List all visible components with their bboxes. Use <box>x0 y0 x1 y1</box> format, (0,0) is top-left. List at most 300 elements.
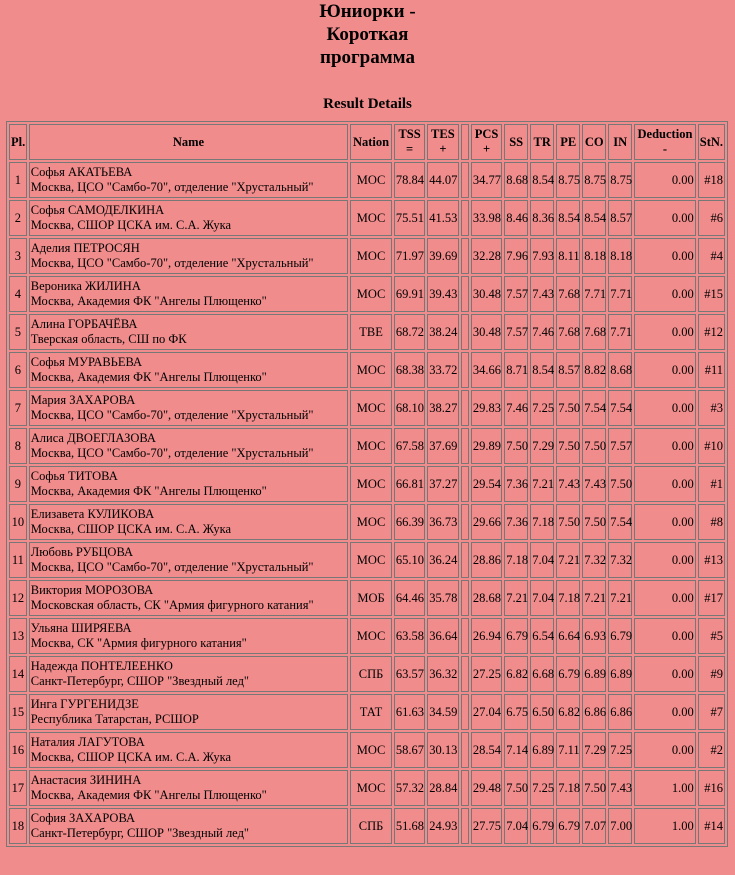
skater-name: Софья САМОДЕЛКИНА <box>30 203 165 217</box>
cell-tr: 7.25 <box>530 390 554 426</box>
cell-in: 8.75 <box>608 162 632 198</box>
skater-name: Софья АКАТЬЕВА <box>30 165 133 179</box>
skater-name: Софья МУРАВЬЕВА <box>30 355 143 369</box>
cell-name <box>29 618 348 654</box>
col-header-tes <box>427 124 458 160</box>
cell-start-number: #17 <box>698 580 725 616</box>
table-row <box>9 694 725 730</box>
table-row <box>9 504 725 540</box>
cell-tes: 36.24 <box>427 542 458 578</box>
col-header-tr: TR <box>530 124 554 160</box>
cell-tss: 78.84 <box>394 162 425 198</box>
cell-pcs: 34.77 <box>471 162 502 198</box>
cell-name <box>29 694 348 730</box>
cell-co: 6.93 <box>582 618 606 654</box>
col-header-tss <box>394 124 425 160</box>
cell-spacer <box>461 694 469 730</box>
cell-spacer <box>461 504 469 540</box>
cell-pcs: 33.98 <box>471 200 502 236</box>
cell-tr: 7.04 <box>530 542 554 578</box>
cell-deduction: 0.00 <box>634 352 696 388</box>
cell-pe: 7.18 <box>556 580 580 616</box>
cell-start-number: #18 <box>698 162 725 198</box>
cell-nation: МОС <box>350 428 392 464</box>
cell-deduction: 0.00 <box>634 314 696 350</box>
cell-pcs: 29.83 <box>471 390 502 426</box>
cell-pe: 8.75 <box>556 162 580 198</box>
cell-nation: МОС <box>350 238 392 274</box>
cell-place: 16 <box>9 732 27 768</box>
skater-club: Республика Татарстан, РСШОР <box>30 712 199 726</box>
cell-pe: 8.54 <box>556 200 580 236</box>
col-header-in: IN <box>608 124 632 160</box>
cell-tr: 7.21 <box>530 466 554 502</box>
cell-name <box>29 732 348 768</box>
cell-ss: 7.50 <box>504 428 528 464</box>
cell-start-number: #4 <box>698 238 725 274</box>
skater-name: София ЗАХАРОВА <box>30 811 136 825</box>
cell-pe: 7.43 <box>556 466 580 502</box>
cell-pcs: 29.89 <box>471 428 502 464</box>
cell-co: 7.54 <box>582 390 606 426</box>
col-header-deduction <box>634 124 696 160</box>
cell-spacer <box>461 276 469 312</box>
cell-deduction: 0.00 <box>634 580 696 616</box>
cell-spacer <box>461 580 469 616</box>
cell-in: 7.57 <box>608 428 632 464</box>
cell-tr: 6.68 <box>530 656 554 692</box>
cell-name <box>29 770 348 806</box>
cell-nation: МОС <box>350 466 392 502</box>
cell-tes: 36.64 <box>427 618 458 654</box>
cell-pe: 7.68 <box>556 276 580 312</box>
cell-start-number: #8 <box>698 504 725 540</box>
cell-nation: МОС <box>350 770 392 806</box>
cell-pe: 6.79 <box>556 808 580 844</box>
table-row <box>9 542 725 578</box>
skater-name: Наталия ЛАГУТОВА <box>30 735 145 749</box>
cell-start-number: #12 <box>698 314 725 350</box>
cell-pe: 8.57 <box>556 352 580 388</box>
col-header-pe: PE <box>556 124 580 160</box>
cell-pcs: 28.54 <box>471 732 502 768</box>
col-header-spacer <box>461 124 469 160</box>
cell-name <box>29 390 348 426</box>
cell-ss: 7.18 <box>504 542 528 578</box>
cell-place: 12 <box>9 580 27 616</box>
skater-club: Москва, СК "Армия фигурного катания" <box>30 636 247 650</box>
table-row <box>9 808 725 844</box>
cell-co: 7.50 <box>582 428 606 464</box>
cell-ss: 6.82 <box>504 656 528 692</box>
cell-tr: 6.50 <box>530 694 554 730</box>
cell-place: 1 <box>9 162 27 198</box>
cell-name <box>29 200 348 236</box>
cell-in: 7.71 <box>608 276 632 312</box>
pcs-label: PCS <box>474 127 499 141</box>
cell-tes: 41.53 <box>427 200 458 236</box>
table-row <box>9 276 725 312</box>
deduction-label: Deduction <box>637 127 693 141</box>
cell-spacer <box>461 770 469 806</box>
cell-deduction: 1.00 <box>634 770 696 806</box>
cell-co: 8.75 <box>582 162 606 198</box>
cell-spacer <box>461 542 469 578</box>
cell-co: 7.68 <box>582 314 606 350</box>
cell-co: 8.18 <box>582 238 606 274</box>
cell-pcs: 32.28 <box>471 238 502 274</box>
cell-tss: 68.38 <box>394 352 425 388</box>
cell-pe: 8.11 <box>556 238 580 274</box>
tes-symbol: + <box>439 142 447 156</box>
cell-tes: 38.24 <box>427 314 458 350</box>
cell-tr: 7.25 <box>530 770 554 806</box>
skater-club: Москва, СШОР ЦСКА им. С.А. Жука <box>30 218 232 232</box>
cell-nation: СПБ <box>350 808 392 844</box>
cell-deduction: 0.00 <box>634 200 696 236</box>
table-row <box>9 732 725 768</box>
cell-tss: 75.51 <box>394 200 425 236</box>
cell-co: 7.07 <box>582 808 606 844</box>
cell-pcs: 30.48 <box>471 276 502 312</box>
cell-name <box>29 542 348 578</box>
cell-pe: 7.18 <box>556 770 580 806</box>
skater-name: Вероника ЖИЛИНА <box>30 279 141 293</box>
table-row <box>9 618 725 654</box>
table-row <box>9 390 725 426</box>
skater-name: Надежда ПОНТЕЛЕЕНКО <box>30 659 173 673</box>
table-row <box>9 580 725 616</box>
skater-club: Москва, СШОР ЦСКА им. С.А. Жука <box>30 750 232 764</box>
cell-tss: 57.32 <box>394 770 425 806</box>
cell-tr: 6.89 <box>530 732 554 768</box>
cell-start-number: #5 <box>698 618 725 654</box>
cell-tes: 35.78 <box>427 580 458 616</box>
cell-pe: 6.64 <box>556 618 580 654</box>
cell-start-number: #2 <box>698 732 725 768</box>
cell-in: 7.50 <box>608 466 632 502</box>
col-header-ss: SS <box>504 124 528 160</box>
cell-name <box>29 580 348 616</box>
skater-name: Елизавета КУЛИКОВА <box>30 507 155 521</box>
cell-name <box>29 466 348 502</box>
cell-ss: 8.71 <box>504 352 528 388</box>
cell-tr: 7.43 <box>530 276 554 312</box>
cell-tss: 64.46 <box>394 580 425 616</box>
cell-tss: 66.39 <box>394 504 425 540</box>
cell-in: 7.54 <box>608 390 632 426</box>
cell-tr: 7.93 <box>530 238 554 274</box>
cell-nation: МОБ <box>350 580 392 616</box>
skater-name: Любовь РУБЦОВА <box>30 545 134 559</box>
cell-tes: 37.69 <box>427 428 458 464</box>
skater-club: Московская область, СК "Армия фигурного катания" <box>30 598 314 612</box>
cell-place: 5 <box>9 314 27 350</box>
cell-tss: 69.91 <box>394 276 425 312</box>
tes-label: TES <box>431 127 455 141</box>
cell-start-number: #3 <box>698 390 725 426</box>
cell-deduction: 0.00 <box>634 276 696 312</box>
cell-start-number: #6 <box>698 200 725 236</box>
cell-start-number: #15 <box>698 276 725 312</box>
cell-spacer <box>461 238 469 274</box>
cell-tes: 44.07 <box>427 162 458 198</box>
cell-co: 6.89 <box>582 656 606 692</box>
cell-tss: 63.57 <box>394 656 425 692</box>
skater-name: Инга ГУРГЕНИДЗЕ <box>30 697 139 711</box>
cell-place: 3 <box>9 238 27 274</box>
title-line: Юниорки - <box>319 1 416 22</box>
cell-start-number: #9 <box>698 656 725 692</box>
cell-ss: 7.57 <box>504 314 528 350</box>
cell-spacer <box>461 162 469 198</box>
cell-tss: 58.67 <box>394 732 425 768</box>
cell-place: 11 <box>9 542 27 578</box>
cell-nation: МОС <box>350 732 392 768</box>
cell-deduction: 1.00 <box>634 808 696 844</box>
cell-place: 8 <box>9 428 27 464</box>
skater-name: Виктория МОРОЗОВА <box>30 583 154 597</box>
cell-place: 7 <box>9 390 27 426</box>
skater-name: Алина ГОРБАЧЁВА <box>30 317 138 331</box>
cell-spacer <box>461 656 469 692</box>
table-row <box>9 352 725 388</box>
cell-name <box>29 162 348 198</box>
cell-tes: 30.13 <box>427 732 458 768</box>
cell-place: 17 <box>9 770 27 806</box>
cell-in: 7.32 <box>608 542 632 578</box>
cell-ss: 7.14 <box>504 732 528 768</box>
cell-deduction: 0.00 <box>634 656 696 692</box>
cell-tr: 7.29 <box>530 428 554 464</box>
cell-pe: 7.50 <box>556 428 580 464</box>
cell-ss: 7.21 <box>504 580 528 616</box>
skater-club: Москва, Академия ФК "Ангелы Плющенко" <box>30 788 267 802</box>
cell-name <box>29 352 348 388</box>
cell-start-number: #1 <box>698 466 725 502</box>
cell-tss: 66.81 <box>394 466 425 502</box>
cell-tr: 6.79 <box>530 808 554 844</box>
cell-nation: МОС <box>350 162 392 198</box>
cell-co: 7.21 <box>582 580 606 616</box>
cell-in: 7.25 <box>608 732 632 768</box>
skater-club: Москва, СШОР ЦСКА им. С.А. Жука <box>30 522 232 536</box>
cell-nation: МОС <box>350 276 392 312</box>
cell-place: 4 <box>9 276 27 312</box>
cell-pcs: 27.25 <box>471 656 502 692</box>
cell-pcs: 29.54 <box>471 466 502 502</box>
table-row <box>9 656 725 692</box>
cell-pe: 7.50 <box>556 504 580 540</box>
cell-start-number: #13 <box>698 542 725 578</box>
col-header-name: Name <box>29 124 348 160</box>
skater-club: Тверская область, СШ по ФК <box>30 332 187 346</box>
cell-deduction: 0.00 <box>634 542 696 578</box>
cell-nation: ТВЕ <box>350 314 392 350</box>
cell-pcs: 29.48 <box>471 770 502 806</box>
cell-name <box>29 504 348 540</box>
skater-club: Москва, Академия ФК "Ангелы Плющенко" <box>30 294 267 308</box>
cell-tes: 39.69 <box>427 238 458 274</box>
cell-name <box>29 428 348 464</box>
cell-in: 7.43 <box>608 770 632 806</box>
skater-club: Санкт-Петербург, СШОР "Звездный лед" <box>30 674 250 688</box>
cell-deduction: 0.00 <box>634 466 696 502</box>
cell-pe: 7.21 <box>556 542 580 578</box>
cell-deduction: 0.00 <box>634 162 696 198</box>
cell-pe: 7.11 <box>556 732 580 768</box>
cell-place: 9 <box>9 466 27 502</box>
cell-spacer <box>461 352 469 388</box>
cell-start-number: #16 <box>698 770 725 806</box>
cell-spacer <box>461 732 469 768</box>
cell-pcs: 27.75 <box>471 808 502 844</box>
cell-in: 8.57 <box>608 200 632 236</box>
skater-club: Санкт-Петербург, СШОР "Звездный лед" <box>30 826 250 840</box>
cell-deduction: 0.00 <box>634 694 696 730</box>
skater-club: Москва, ЦСО "Самбо-70", отделение "Хрустальный" <box>30 256 314 270</box>
results-table <box>6 121 728 847</box>
cell-tes: 36.32 <box>427 656 458 692</box>
tss-label: TSS <box>398 127 421 141</box>
cell-pe: 6.82 <box>556 694 580 730</box>
cell-in: 6.89 <box>608 656 632 692</box>
cell-nation: СПБ <box>350 656 392 692</box>
cell-start-number: #7 <box>698 694 725 730</box>
cell-in: 6.79 <box>608 618 632 654</box>
cell-deduction: 0.00 <box>634 238 696 274</box>
cell-tss: 68.10 <box>394 390 425 426</box>
cell-place: 15 <box>9 694 27 730</box>
cell-tr: 8.36 <box>530 200 554 236</box>
cell-tes: 33.72 <box>427 352 458 388</box>
cell-in: 7.71 <box>608 314 632 350</box>
cell-co: 6.86 <box>582 694 606 730</box>
skater-club: Москва, ЦСО "Самбо-70", отделение "Хрустальный" <box>30 408 314 422</box>
cell-pcs: 26.94 <box>471 618 502 654</box>
cell-co: 7.43 <box>582 466 606 502</box>
cell-nation: МОС <box>350 352 392 388</box>
cell-co: 7.50 <box>582 504 606 540</box>
cell-pcs: 28.68 <box>471 580 502 616</box>
cell-place: 10 <box>9 504 27 540</box>
cell-ss: 6.75 <box>504 694 528 730</box>
cell-in: 8.18 <box>608 238 632 274</box>
col-header-co: CO <box>582 124 606 160</box>
cell-pcs: 27.04 <box>471 694 502 730</box>
cell-ss: 7.57 <box>504 276 528 312</box>
skater-name: Мария ЗАХАРОВА <box>30 393 136 407</box>
cell-place: 6 <box>9 352 27 388</box>
pcs-symbol: + <box>482 142 491 156</box>
cell-nation: МОС <box>350 618 392 654</box>
cell-ss: 7.04 <box>504 808 528 844</box>
cell-place: 13 <box>9 618 27 654</box>
cell-ss: 7.50 <box>504 770 528 806</box>
cell-start-number: #14 <box>698 808 725 844</box>
cell-tes: 34.59 <box>427 694 458 730</box>
cell-pcs: 28.86 <box>471 542 502 578</box>
cell-spacer <box>461 314 469 350</box>
skater-club: Москва, Академия ФК "Ангелы Плющенко" <box>30 484 267 498</box>
col-header-place: Pl. <box>9 124 27 160</box>
cell-ss: 6.79 <box>504 618 528 654</box>
cell-ss: 7.46 <box>504 390 528 426</box>
cell-tr: 7.04 <box>530 580 554 616</box>
cell-pe: 6.79 <box>556 656 580 692</box>
cell-spacer <box>461 390 469 426</box>
cell-tes: 36.73 <box>427 504 458 540</box>
cell-deduction: 0.00 <box>634 390 696 426</box>
cell-in: 7.00 <box>608 808 632 844</box>
skater-name: Софья ТИТОВА <box>30 469 118 483</box>
cell-tss: 68.72 <box>394 314 425 350</box>
cell-tes: 39.43 <box>427 276 458 312</box>
cell-deduction: 0.00 <box>634 504 696 540</box>
cell-spacer <box>461 466 469 502</box>
col-header-pcs <box>471 124 502 160</box>
cell-name <box>29 238 348 274</box>
cell-deduction: 0.00 <box>634 428 696 464</box>
skater-club: Москва, ЦСО "Самбо-70", отделение "Хрустальный" <box>30 446 314 460</box>
cell-tr: 6.54 <box>530 618 554 654</box>
table-row <box>9 162 725 198</box>
skater-name: Алиса ДВОЕГЛАЗОВА <box>30 431 156 445</box>
cell-pcs: 30.48 <box>471 314 502 350</box>
cell-deduction: 0.00 <box>634 618 696 654</box>
cell-co: 8.82 <box>582 352 606 388</box>
cell-start-number: #10 <box>698 428 725 464</box>
skater-club: Москва, ЦСО "Самбо-70", отделение "Хрустальный" <box>30 180 314 194</box>
cell-ss: 8.46 <box>504 200 528 236</box>
table-row <box>9 238 725 274</box>
cell-tes: 37.27 <box>427 466 458 502</box>
skater-club: Москва, ЦСО "Самбо-70", отделение "Хрустальный" <box>30 560 314 574</box>
cell-co: 7.50 <box>582 770 606 806</box>
cell-deduction: 0.00 <box>634 732 696 768</box>
cell-tss: 71.97 <box>394 238 425 274</box>
cell-tr: 8.54 <box>530 352 554 388</box>
title-line: программа <box>320 47 415 68</box>
col-header-nation: Nation <box>350 124 392 160</box>
skater-name: Ульяна ШИРЯЕВА <box>30 621 132 635</box>
table-row <box>9 466 725 502</box>
cell-nation: МОС <box>350 200 392 236</box>
table-row <box>9 770 725 806</box>
cell-tss: 65.10 <box>394 542 425 578</box>
cell-in: 7.21 <box>608 580 632 616</box>
cell-nation: МОС <box>350 542 392 578</box>
table-header-row <box>9 124 725 160</box>
cell-tss: 61.63 <box>394 694 425 730</box>
cell-spacer <box>461 808 469 844</box>
cell-co: 7.71 <box>582 276 606 312</box>
table-row <box>9 200 725 236</box>
cell-co: 8.54 <box>582 200 606 236</box>
title-line: Короткая <box>326 24 409 45</box>
skater-name: Аделия ПЕТРОСЯН <box>30 241 140 255</box>
table-body <box>9 162 725 844</box>
cell-spacer <box>461 618 469 654</box>
cell-tr: 7.18 <box>530 504 554 540</box>
tss-symbol: = <box>406 142 414 156</box>
section-subtitle: Result Details <box>323 96 412 112</box>
cell-ss: 7.36 <box>504 504 528 540</box>
col-header-start-number: StN. <box>698 124 725 160</box>
cell-name <box>29 656 348 692</box>
cell-nation: МОС <box>350 504 392 540</box>
cell-nation: МОС <box>350 390 392 426</box>
